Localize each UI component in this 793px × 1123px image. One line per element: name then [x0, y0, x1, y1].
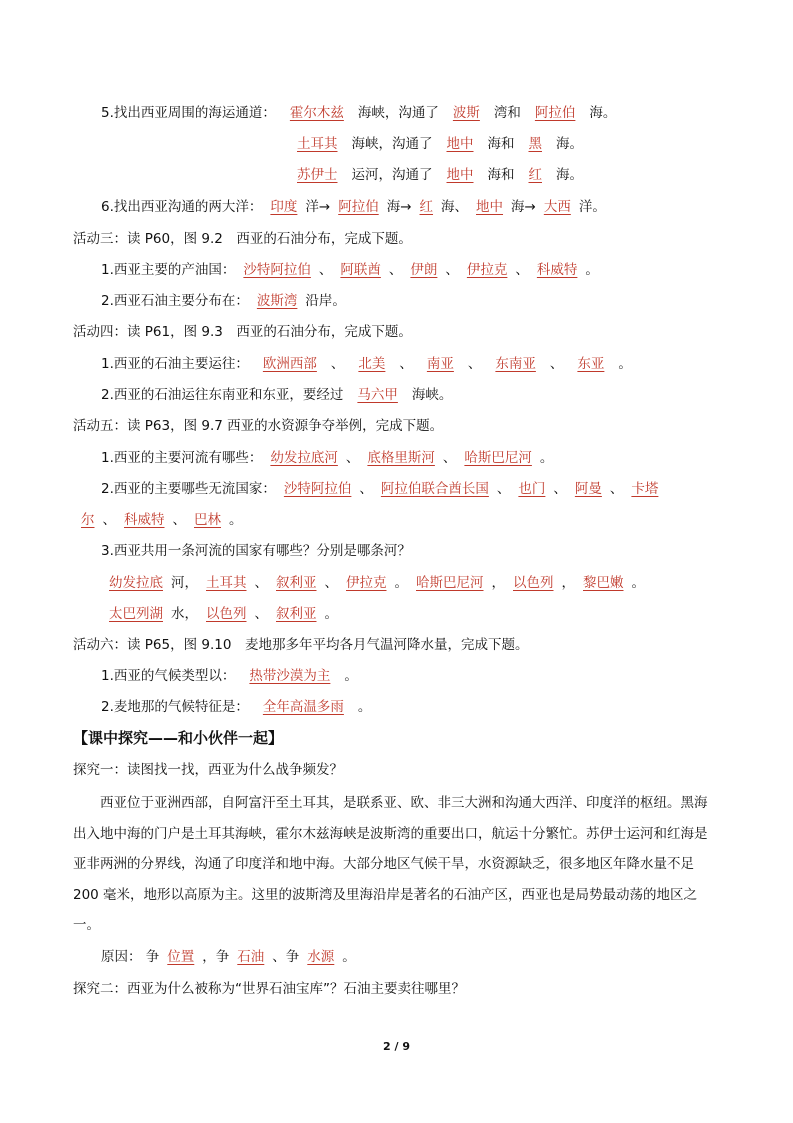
- answer-blank: 地中: [476, 199, 504, 215]
- act5-q2-line1: 2.西亚的主要哪些无流国家： 沙特阿拉伯 、 阿拉伯联合酋长国 、 也门 、 阿曼 、 卡塔: [101, 479, 666, 499]
- answer-blank: 红: [419, 199, 434, 215]
- act4-q2-suffix: 海峡。: [411, 387, 453, 403]
- q5-text: 海和: [487, 167, 515, 183]
- q5-text: 海峡，沟通了: [357, 105, 439, 121]
- act5-q1: 1.西亚的主要河流有哪些： 幼发拉底河 、 底格里斯河 、 哈斯巴尼河 。: [101, 450, 554, 466]
- q5-text: 海峡，沟通了: [351, 136, 433, 152]
- q5-line1: [101, 103, 616, 123]
- answer-blank: 大西: [543, 199, 571, 215]
- q6-text: 洋。: [578, 199, 606, 215]
- q6-text: 洋→: [305, 199, 331, 215]
- answer-blank: 太巴列湖: [109, 606, 163, 622]
- answer-blank: 卡塔: [631, 481, 659, 497]
- explore1-paragraph: [73, 788, 718, 941]
- answer-blank: 阿曼: [574, 481, 602, 497]
- q6-prefix: 6.找出西亚沟通的两大洋：: [101, 199, 263, 215]
- answer-blank: 以色列: [206, 606, 247, 622]
- answer-blank: 地中: [446, 167, 474, 183]
- answer-blank: 叙利亚: [276, 606, 317, 622]
- answer-blank: 沙特阿拉伯: [243, 262, 311, 278]
- answer-blank: 南亚: [426, 356, 454, 372]
- act4-q2-prefix: 2.西亚的石油运往东南亚和东亚，要经过: [101, 387, 344, 403]
- activity5-title: 活动五：读 P63，图 9.7 西亚的水资源争夺举例，完成下题。: [73, 418, 444, 434]
- q5-text: 海和: [487, 136, 515, 152]
- activity3-title: 活动三：读 P60，图 9.2 西亚的石油分布，完成下题。: [73, 231, 412, 247]
- activity6-title: 活动六：读 P65，图 9.10 麦地那多年平均各月气温河降水量，完成下题。: [73, 637, 529, 653]
- answer-blank: 哈斯巴尼河: [464, 450, 532, 466]
- answer-blank: 幼发拉底: [109, 575, 163, 591]
- answer-blank: 也门: [518, 481, 546, 497]
- q6-line: [101, 197, 606, 217]
- act3-q1-prefix: 1.西亚主要的产油国：: [101, 262, 236, 278]
- act5-q3-line1: 幼发拉底 河， 土耳其 、 叙利亚 、 伊拉克 。 哈斯巴尼河 ， 以色列 ， 黎巴嫩 。: [101, 573, 645, 593]
- answer-blank: 哈斯巴尼河: [416, 575, 484, 591]
- answer-blank: 欧洲西部: [262, 356, 317, 372]
- answer-blank: 黑: [528, 136, 542, 152]
- q5-line2: [283, 134, 583, 154]
- activity4-title: 活动四：读 P61，图 9.3 西亚的石油分布，完成下题。: [73, 324, 412, 340]
- act6-q1: 1.西亚的气候类型以： 热带沙漠为主 。: [101, 668, 358, 684]
- act5-q2-prefix: 2.西亚的主要哪些无流国家：: [101, 481, 276, 497]
- act3-q2-prefix: 2.西亚石油主要分布在：: [101, 293, 249, 309]
- answer-blank: 波斯湾: [256, 293, 298, 309]
- act5-q3-line2: 太巴列湖 水， 以色列 、 叙利亚 。: [101, 604, 338, 624]
- answer-blank: 马六甲: [357, 387, 398, 403]
- answer-blank: 阿联酋: [340, 262, 381, 278]
- act5-q1-prefix: 1.西亚的主要河流有哪些：: [101, 450, 263, 466]
- q5-prefix: 5.找出西亚周围的海运通道：: [101, 105, 276, 121]
- answer-blank: 东亚: [577, 356, 605, 372]
- answer-blank: 波斯: [452, 105, 480, 121]
- reason-line: 原因： 争 位置 ，争 石油 、争 水源 。: [101, 949, 356, 965]
- q6-text: 海、: [441, 199, 469, 215]
- act3-q2-suffix: 沿岸。: [305, 293, 346, 309]
- answer-blank: 霍尔木兹: [289, 105, 344, 121]
- page-number: 2 / 9: [383, 1040, 410, 1053]
- act5-q2-line2: 尔 、 科威特 、 巴林 。: [73, 510, 243, 530]
- explore2-title: 探究二：西亚为什么被称为“世界石油宝库”？石油主要卖往哪里？: [73, 981, 465, 997]
- answer-blank: 北美: [358, 356, 386, 372]
- answer-blank: 沙特阿拉伯: [283, 481, 352, 497]
- q5-text: 运河，沟通了: [351, 167, 433, 183]
- answer-blank: 石油: [237, 949, 265, 965]
- q5-text: 海。: [556, 136, 583, 152]
- q3-text: 。: [394, 575, 408, 591]
- answer-blank: 科威特: [124, 512, 165, 528]
- answer-blank: 尔: [81, 512, 95, 528]
- act6-q2-prefix: 2.麦地那的气候特征是：: [101, 699, 249, 715]
- section-heading: 【课中探究——和小伙伴一起】: [73, 729, 284, 747]
- answer-blank: 伊拉克: [466, 262, 508, 278]
- answer-blank: 苏伊士: [297, 167, 338, 183]
- q5-text: 海。: [589, 105, 617, 121]
- answer-blank: 位置: [167, 949, 195, 965]
- act3-q2: [101, 291, 346, 311]
- reason-prefix: 原因： 争: [101, 949, 160, 965]
- answer-blank: 阿拉伯联合酋长国: [380, 481, 489, 497]
- explore1-text: 西亚位于亚洲西部，自阿富汗至土耳其，是联系亚、欧、非三大洲和沟通大西洋、印度洋的枢纽。黑海出入地中海的门户是土耳其海峡，霍尔木兹海峡是波斯湾的重要出口，航运十分繁忙。苏伊士运河和红海是亚非两洲的分界线，沟通了印度洋和地中海。大部分地区气候干旱，水资源缺乏，很多地区年降水量不足 200 毫米，地形以高原为主。这里的波斯湾及里海沿岸是著名的石油产区，西亚也是局势最动荡的地区之一。: [73, 795, 708, 933]
- q3-text: 水，: [171, 606, 198, 622]
- act4-q1-prefix: 1.西亚的石油主要运往：: [101, 356, 249, 372]
- answer-blank: 阿拉伯: [534, 105, 576, 121]
- answer-blank: 科威特: [536, 262, 578, 278]
- q5-line3: [283, 165, 583, 185]
- answer-blank: 热带沙漠为主: [249, 668, 331, 684]
- answer-blank: 黎巴嫩: [583, 575, 624, 591]
- answer-blank: 东南亚: [495, 356, 536, 372]
- explore1-title: 探究一：读图找一找，西亚为什么战争频发？: [73, 762, 343, 778]
- answer-blank: 伊朗: [410, 262, 438, 278]
- answer-blank: 水源: [307, 949, 335, 965]
- answer-blank: 底格里斯河: [367, 450, 435, 466]
- act3-q1: 1.西亚主要的产油国： 沙特阿拉伯 、 阿联酋 、 伊朗 、 伊拉克 、 科威特 。: [101, 262, 599, 278]
- answer-blank: 叙利亚: [276, 575, 317, 591]
- answer-blank: 土耳其: [297, 136, 338, 152]
- answer-blank: 红: [528, 167, 542, 183]
- answer-blank: 幼发拉底河: [270, 450, 338, 466]
- answer-blank: 巴林: [194, 512, 221, 528]
- q6-text: 海→: [511, 199, 536, 215]
- answer-blank: 阿拉伯: [338, 199, 379, 215]
- q5-text: 海。: [556, 167, 583, 183]
- answer-blank: 印度: [270, 199, 298, 215]
- answer-blank: 全年高温多雨: [262, 699, 344, 715]
- act6-q1-prefix: 1.西亚的气候类型以：: [101, 668, 236, 684]
- answer-blank: 地中: [446, 136, 474, 152]
- answer-blank: 以色列: [513, 575, 554, 591]
- act5-q3-title: 3.西亚共用一条河流的国家有哪些？分别是哪条河？: [101, 543, 411, 559]
- act6-q2: 2.麦地那的气候特征是： 全年高温多雨 。: [101, 699, 372, 715]
- q5-text: 湾和: [493, 105, 521, 121]
- q6-text: 海→: [386, 199, 412, 215]
- answer-blank: 伊拉克: [346, 575, 387, 591]
- act4-q2: [101, 385, 452, 405]
- answer-blank: 土耳其: [206, 575, 247, 591]
- q3-text: 河，: [171, 575, 198, 591]
- act4-q1: 1.西亚的石油主要运往： 欧洲西部 、 北美 、 南亚 、 东南亚 、 东亚 。: [101, 356, 632, 372]
